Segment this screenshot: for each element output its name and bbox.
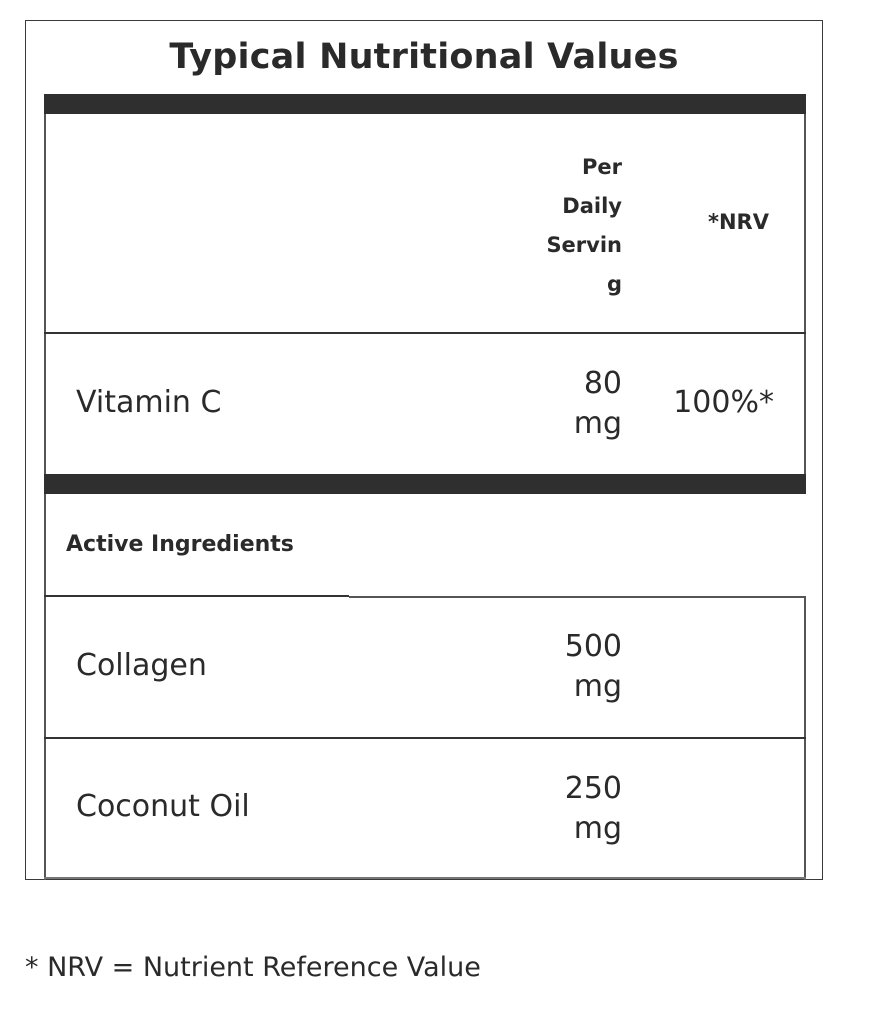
table-bottom-border — [44, 877, 806, 879]
column-header-nrv: *NRV — [708, 210, 769, 234]
nutrient-name-vitamin-c: Vitamin C — [76, 385, 222, 420]
nutrient-amount-vitamin-c: 80 mg — [573, 366, 622, 441]
ingredient-name-coconut-oil: Coconut Oil — [76, 789, 250, 824]
nutrient-nrv-vitamin-c: 100%* — [673, 385, 774, 420]
row-divider — [44, 737, 806, 739]
row-divider — [44, 332, 806, 334]
table-right-border — [804, 114, 806, 474]
row-divider — [349, 596, 806, 598]
nrv-footnote: * NRV = Nutrient Reference Value — [25, 952, 481, 983]
active-ingredients-heading: Active Ingredients — [66, 532, 294, 557]
panel-title: Typical Nutritional Values — [169, 37, 679, 77]
section-divider-bar — [44, 474, 806, 494]
column-header-per-daily-serving: Per Daily Servin g — [546, 155, 622, 296]
ingredient-amount-coconut-oil: 250 mg — [564, 771, 622, 846]
section-underline — [44, 595, 349, 597]
ingredient-name-collagen: Collagen — [76, 648, 207, 683]
header-divider-bar — [44, 94, 806, 114]
nutrition-panel — [25, 20, 823, 880]
active-left-border — [44, 494, 46, 880]
table-left-border — [44, 114, 46, 474]
ingredient-amount-collagen: 500 mg — [564, 629, 622, 704]
